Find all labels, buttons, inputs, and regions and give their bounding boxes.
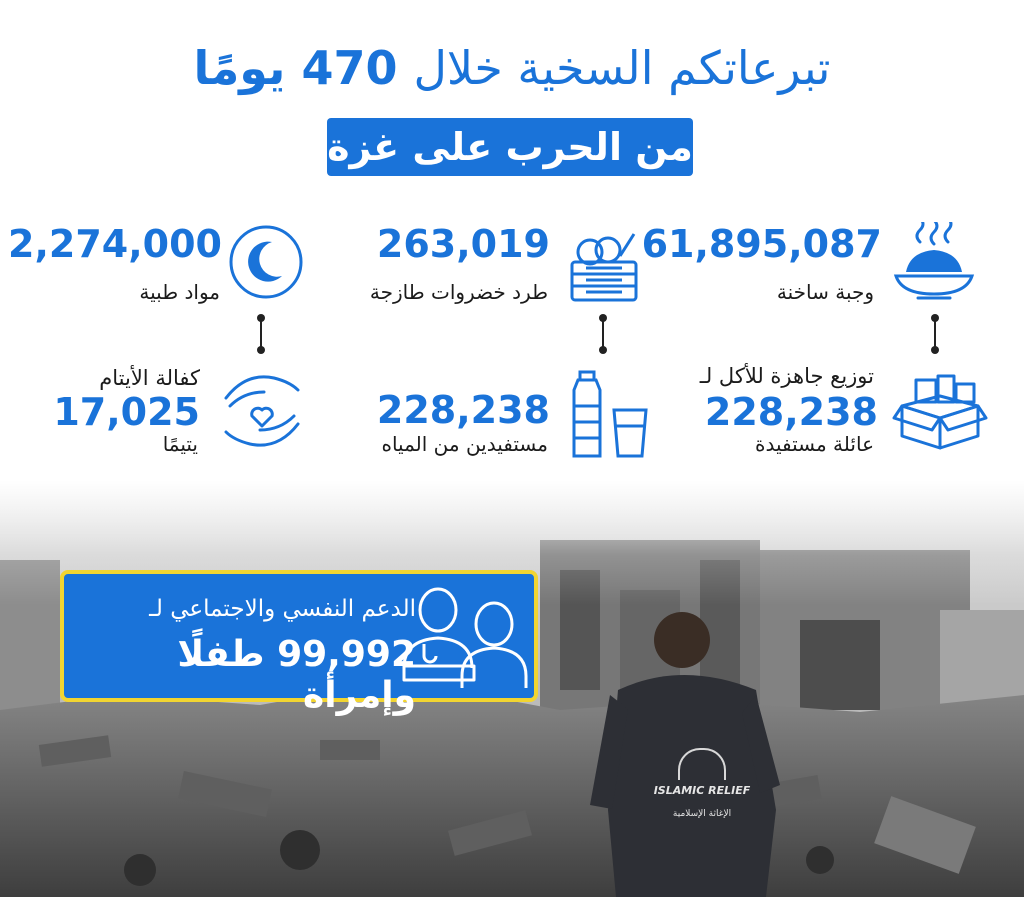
ready-food-top-label: توزيع جاهزة للأكل لـ (699, 364, 874, 388)
connector-dot (931, 314, 939, 322)
title-highlight: 470 يومًا (193, 41, 398, 95)
connector-dot (599, 314, 607, 322)
psychosocial-support-card (60, 570, 538, 716)
food-box-icon (892, 372, 988, 452)
orphans-value: 17,025 (53, 390, 200, 434)
ready-food-value: 228,238 (704, 390, 878, 434)
logo-arabic-text: الإغاثة الإسلامية (672, 809, 732, 819)
connector-dot (257, 346, 265, 354)
ready-food-bottom-label: عائلة مستفيدة (754, 432, 874, 456)
logo-dome-icon (678, 748, 726, 780)
vegetables-value: 263,019 (376, 222, 550, 266)
medical-value: 2,274,000 (8, 222, 222, 266)
meals-value: 61,895,087 (641, 222, 882, 266)
vegetable-crate-icon (568, 228, 640, 304)
connector-dot (931, 346, 939, 354)
vegetables-label: طرد خضروات طازجة (369, 280, 548, 304)
title-prefix: تبرعاتكم السخية خلال (413, 41, 831, 95)
subtitle-banner: من الحرب على غزة (327, 118, 693, 176)
islamic-relief-logo (652, 748, 752, 819)
medical-label: مواد طبية (139, 280, 220, 304)
meals-label: وجبة ساخنة (776, 280, 874, 304)
logo-text: ISLAMIC RELIEF (653, 784, 751, 797)
page-title (0, 38, 1024, 98)
water-value: 228,238 (376, 388, 550, 432)
crescent-icon (228, 224, 304, 300)
connector-dot (599, 346, 607, 354)
caring-hands-icon (222, 368, 302, 454)
orphans-bottom-label: يتيمًا (162, 432, 198, 456)
counselor-icon (400, 586, 530, 690)
orphans-top-label: كفالة الأيتام (99, 366, 200, 390)
water-label: مستفيدين من المياه (381, 432, 548, 456)
connector-dot (257, 314, 265, 322)
water-bottle-icon (570, 370, 654, 460)
support-line1: الدعم النفسي والاجتماعي لـ (149, 596, 416, 622)
hot-meal-icon (888, 222, 980, 302)
support-line2: 99,992 طفلًا وإمرأة (177, 634, 416, 716)
